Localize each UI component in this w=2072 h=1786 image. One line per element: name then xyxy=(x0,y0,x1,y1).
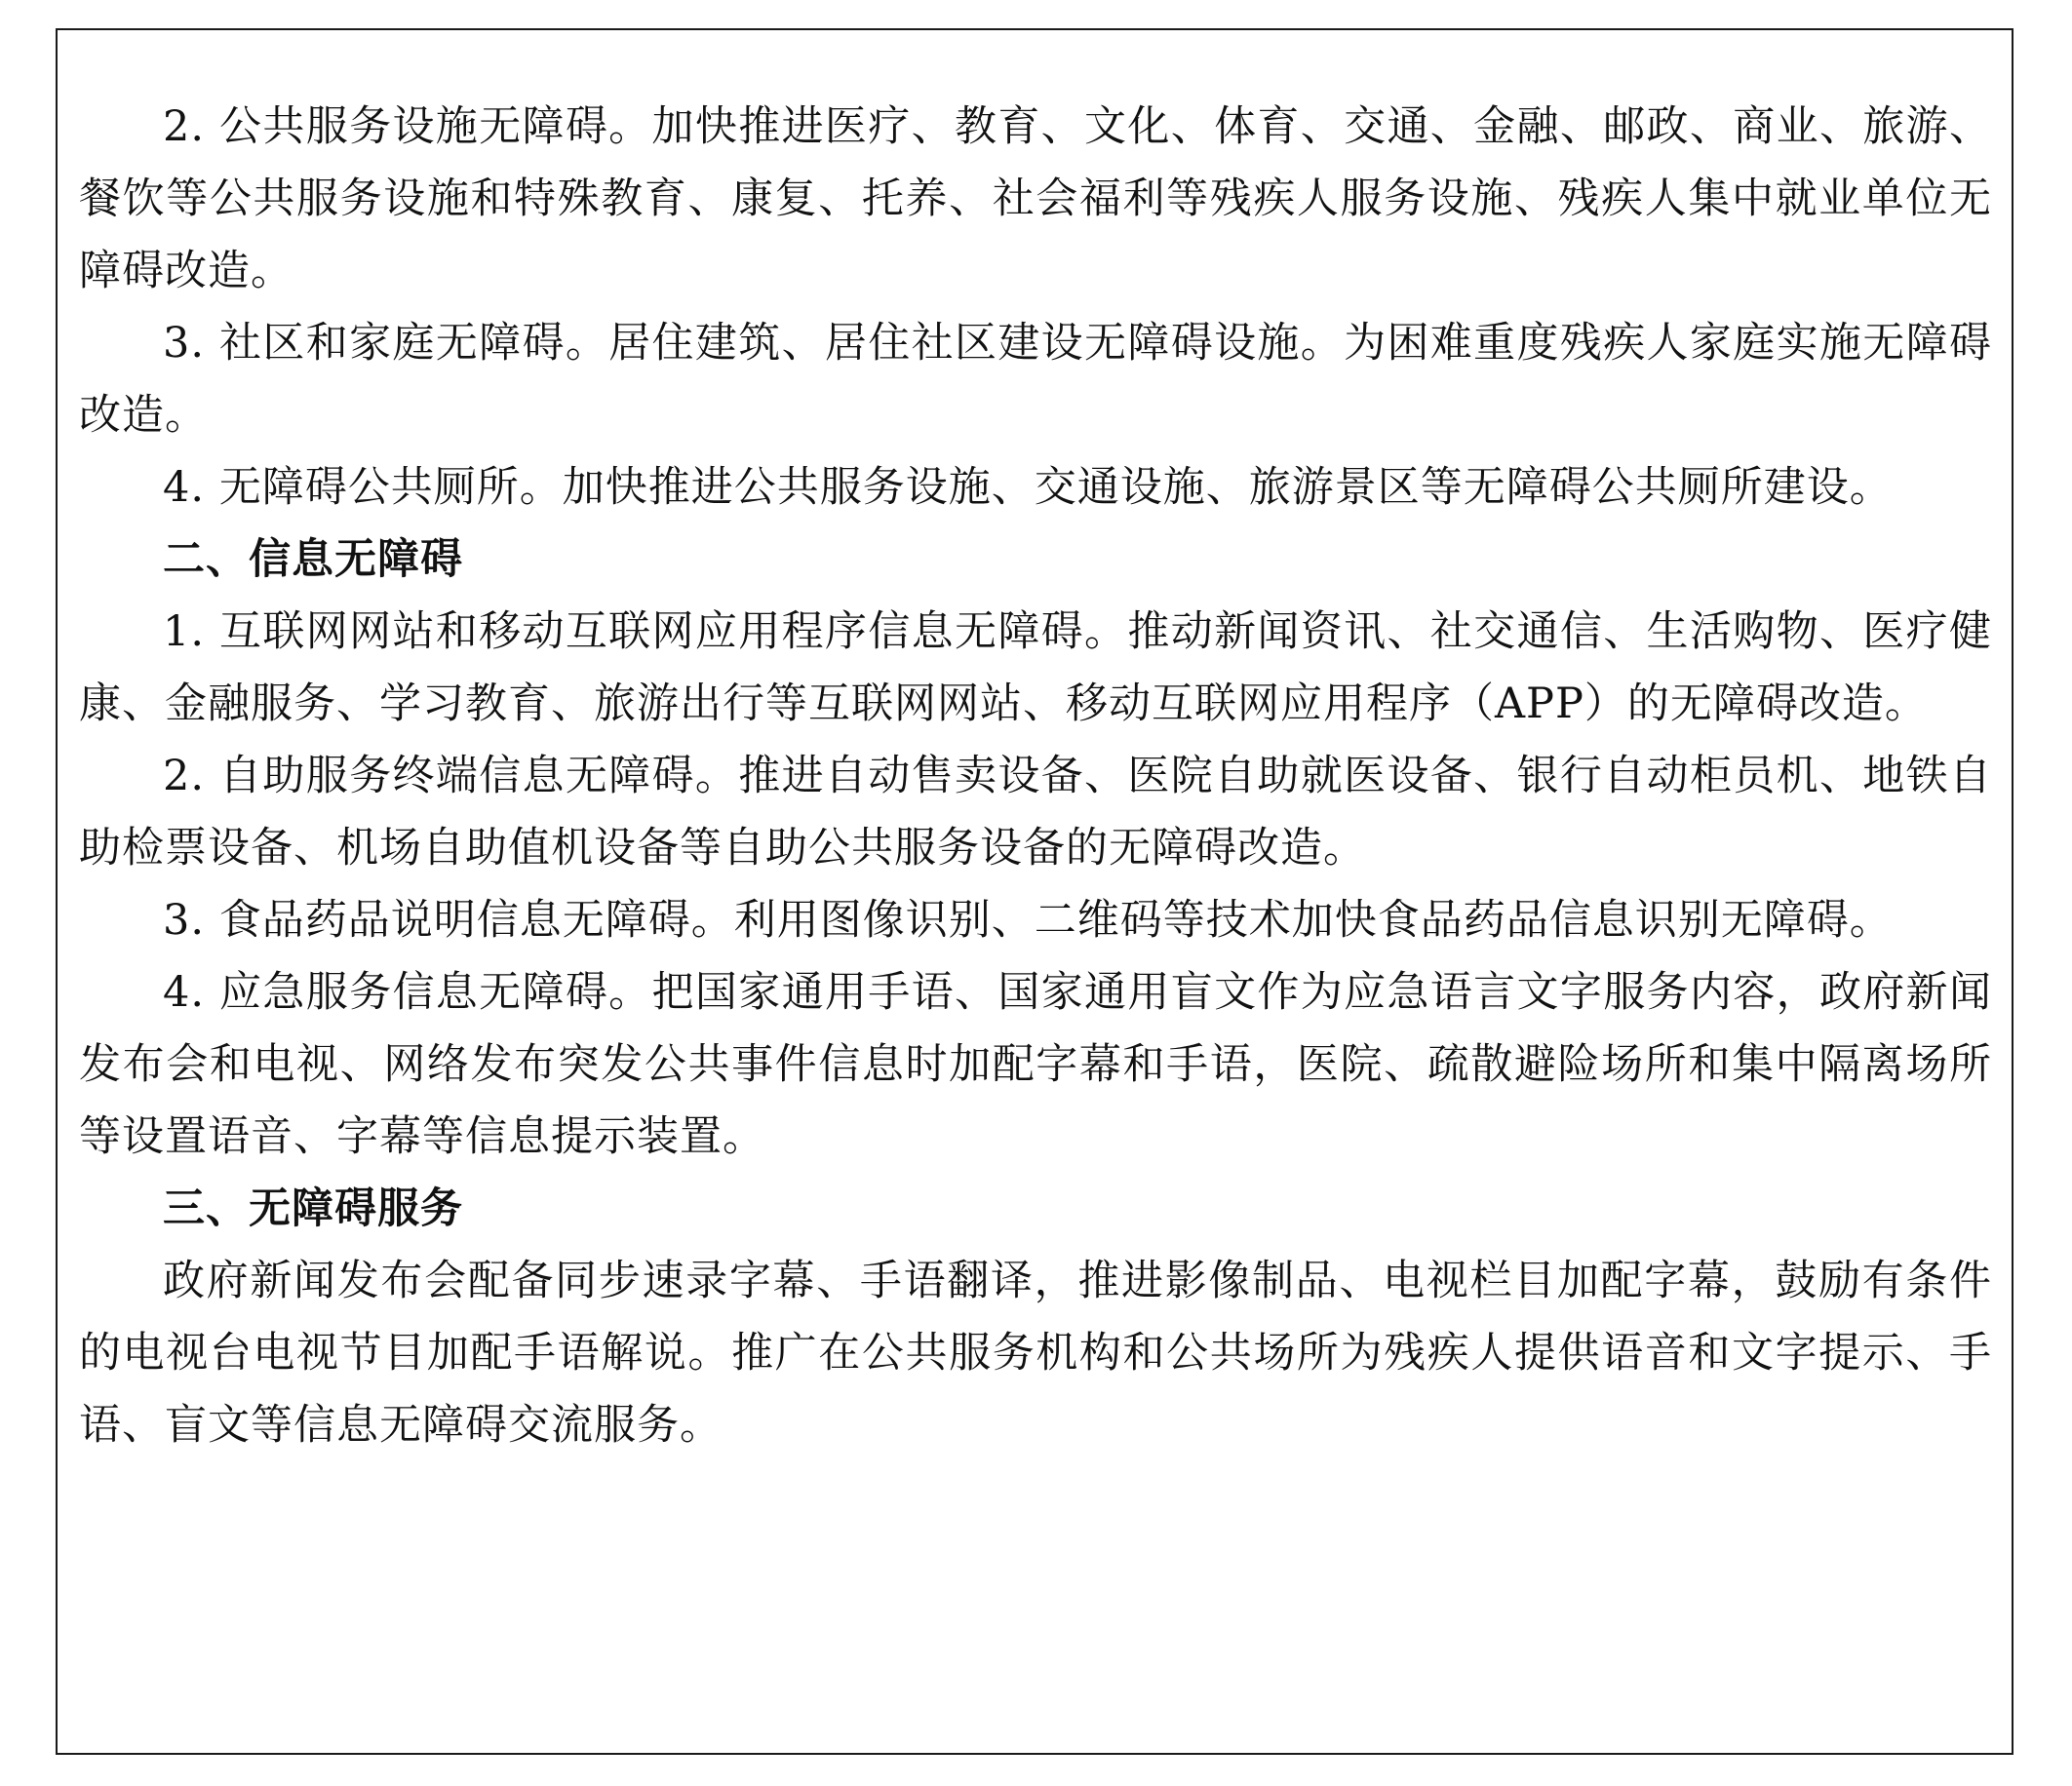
item-4-emergency-info: 4. 应急服务信息无障碍。把国家通用手语、国家通用盲文作为应急语言文字服务内容，政府新闻发布会和电视、网络发布突发公共事件信息时加配字幕和手语，医院、疏散避险场所和集中隔离场所等设置语音、字幕等信息提示装置。 xyxy=(79,968,1992,1161)
document-frame xyxy=(56,28,2013,1755)
document-body xyxy=(79,91,1992,1461)
services-paragraph: 政府新闻发布会配备同步速录字幕、手语翻译，推进影像制品、电视栏目加配字幕，鼓励有条件的电视台电视节目加配手语解说。推广在公共服务机构和公共场所为残疾人提供语音和文字提示、手语、盲文等信息无障碍交流服务。 xyxy=(79,1257,1992,1450)
section-heading-information: 二、信息无障碍 xyxy=(163,535,463,584)
item-2-self-service-terminals: 2. 自助服务终端信息无障碍。推进自动售卖设备、医院自助就医设备、银行自动柜员机、地铁自助检票设备、机场自助值机设备等自助公共服务设备的无障碍改造。 xyxy=(79,752,1992,873)
item-1-internet-apps: 1. 互联网网站和移动互联网应用程序信息无障碍。推动新闻资讯、社交通信、生活购物、医疗健康、金融服务、学习教育、旅游出行等互联网网站、移动互联网应用程序（APP）的无障碍改造。 xyxy=(79,607,1992,728)
item-3-food-drug-info: 3. 食品药品说明信息无障碍。利用图像识别、二维码等技术加快食品药品信息识别无障碍。 xyxy=(163,896,1893,945)
item-4-public-toilets: 4. 无障碍公共厕所。加快推进公共服务设施、交通设施、旅游景区等无障碍公共厕所建设。 xyxy=(163,463,1893,512)
section-heading-services: 三、无障碍服务 xyxy=(163,1184,463,1233)
item-2-public-facilities: 2. 公共服务设施无障碍。加快推进医疗、教育、文化、体育、交通、金融、邮政、商业、旅游、餐饮等公共服务设施和特殊教育、康复、托养、社会福利等残疾人服务设施、残疾人集中就业单位无障碍改造。 xyxy=(79,102,1992,295)
item-3-community-home: 3. 社区和家庭无障碍。居住建筑、居住社区建设无障碍设施。为困难重度残疾人家庭实施无障碍改造。 xyxy=(79,319,1992,440)
